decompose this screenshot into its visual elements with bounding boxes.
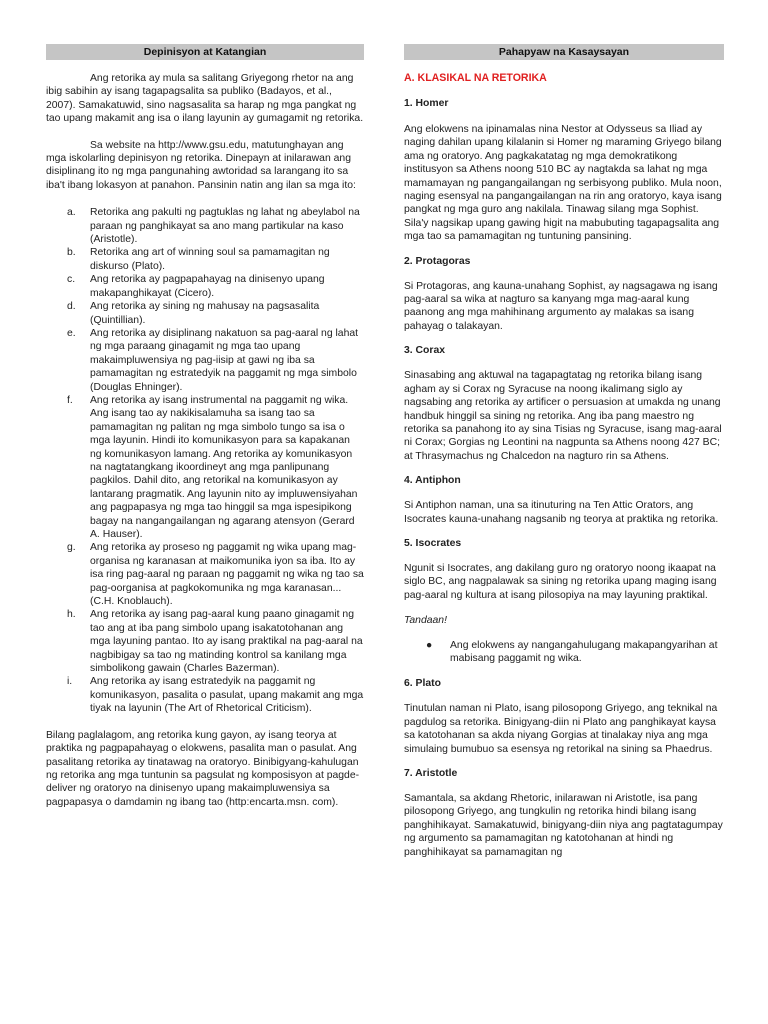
paragraph-isocrates: Ngunit si Isocrates, ang dakilang guro ng oratoryo noong ikaapat na siglo BC, ang nagpalawak sa sining ng retorika upang maging isang pag-aaral ng kultura at isang pilosopiya na may layuning praktikal. xyxy=(404,562,717,601)
list-item: ● Ang elokwens ay nangangahulugang makapangyarihan at mabisang paggamit ng wika. xyxy=(426,639,718,664)
heading-corax: 3. Corax xyxy=(404,345,446,357)
list-item: g. Ang retorika ay proseso ng paggamit ng wika upang mag-organisa ng karanasan at maikomunika iyon sa iba. Ito ay isa ring pag-aaral ng paraan ng paggamit ng wika ng tao sa pag-oorganisa at pagkokomunika ng mga karanasan... (C.H. Knoblauch). xyxy=(67,542,364,608)
list-item: d. Ang retorika ay sining ng mahusay na pagsasalita (Quintillian). xyxy=(67,301,320,326)
left-column xyxy=(46,44,364,809)
heading-plato: 6. Plato xyxy=(404,678,441,690)
heading-protagoras: 2. Protagoras xyxy=(404,255,471,267)
paragraph-corax: Sinasabing ang aktuwal na tagapagtatag ng retorika bilang isang agham ay si Corax ng Syracuse na noong ikalimang siglo ay nagsabing ang retorika ay artificer o persuasion at umakda ng unang handbuk hinggil sa sining ng retorika. Ang iba pang maestro ng retorika sa panahong ito ay sina Tisias ng Syracuse, isang mag-aaral ni Corax; Gorgias ng Leontini na nagpunta sa Athens noong 427 BC; at Thrasymachus ng Chalcedon na nagturo rin sa Athens. xyxy=(404,370,722,462)
list-item: h. Ang retorika ay isang pag-aaral kung paano ginagamit ng tao ang at iba pang simbolo upang isakatotohanan ang mga layuning pantao. Ito ay isang praktikal na pag-aaral na nagbibigay sa tao ng matinding kontrol sa kanilang mga simbolikong gawain (Charles Bazerman). xyxy=(67,609,363,675)
section-title-klasikal: A. KLASIKAL NA RETORIKA xyxy=(404,72,547,84)
heading-antiphon: 4. Antiphon xyxy=(404,475,461,487)
paragraph-aristotle: Samantala, sa akdang Rhetoric, inilarawan ni Aristotle, isa pang pilosopong Griyego, ang tungkulin ng retorika hindi bilang isang panghihikayat. Samakatuwid, binigyang-diin niya ang pagtatagumpay ng argumento sa pamamagitan ng katotohanan at hindi ng panghihikayat sa pamamagitan ng xyxy=(404,793,723,858)
list-item: e. Ang retorika ay disiplinang nakatuon sa pag-aaral ng lahat ng mga paraang ginagamit ng mga tao upang makaimpluwensiya ng pag-iisip at gawi ng iba sa pamamagitan ng estratedyik na paggamit ng mga simbolo (Douglas Ehninger). xyxy=(67,327,359,393)
right-column xyxy=(404,44,724,859)
section-header-depinisyon: Depinisyon at Katangian xyxy=(46,44,364,60)
list-item: f. Ang retorika ay isang instrumental na paggamit ng wika. Ang isang tao ay nakikisalamuha sa isang tao sa pamamagitan ng palitan ng mga simbolo tungo sa isa o mga layunin. Hindi ito komunikasyon para sa kapakanan ng komunikasyon lamang. Ang retorika ay komunikasyon na nagtatangkang ikoordineyt ang mga panlipunang pagkilos. Dahil dito, ang retorikal na komunikasyon ay lantarang pragmatik. Ang layunin nito ay impluwensiyahan ang pagpapasya ng mga tao hinggil sa mga ispesipikong bagay na nangangailangan ng agarang atensyon (Gerard A. Hauser). xyxy=(67,394,358,540)
heading-isocrates: 5. Isocrates xyxy=(404,537,462,549)
paragraph-homer: Ang elokwens na ipinamalas nina Nestor at Odysseus sa Iliad ay naging dahilan upang kilalanin si Homer ng maraming Griyego bilang ama ng oratoryo. Ang pagkakatatag ng mga demokratikong institusyon sa Athens noong 510 BC ay nagtakda sa lahat ng mga mamamayan ng pangangailangan ng serbisyong publiko. Mula noon, naging esensyal na pangangailangan na rin ang oratoryo, kaya isang pangkat ng mga guro ang nakilala. Tinawag silang mga Sophist. Sila'y nagsikap upang gawing higit na mabubuting tagapagsalita ang mga tao sa pamamagitan ng tuntuning pansining. xyxy=(404,124,722,243)
intro-paragraph: Ang retorika ay mula sa salitang Griyegong rhetor na ang ibig sabihin ay isang tagapagsalita sa publiko (Badayos, et al., 2007). Samakatuwid, sino nagsasalita sa harap ng mga pangkat ng tao upang makamit ang isa o ilang layunin ay gumagamit ng retorika. xyxy=(46,73,364,125)
definition-list xyxy=(46,206,364,715)
tandaan-label: Tandaan! xyxy=(404,615,447,627)
website-paragraph: Sa website na http://www.gsu.edu, matutunghayan ang mga iskolarling depinisyon ng retorika. Dinepayn at inilarawan ang disiplinang ito ng mga pangunahing awtoridad sa larangang ito sa iba't ibang lokasyon at panahon. Pansinin natin ang ilan sa mga ito: xyxy=(46,139,356,191)
section-header-kasaysayan: Pahapyaw na Kasaysayan xyxy=(404,44,724,60)
bullet-icon: ● xyxy=(426,639,433,651)
heading-aristotle: 7. Aristotle xyxy=(404,768,458,779)
heading-homer: 1. Homer xyxy=(404,98,449,109)
list-item: b. Retorika ang art of winning soul sa pamamagitan ng diskurso (Plato). xyxy=(67,247,330,272)
list-item: c. Ang retorika ay pagpapahayag na dinisenyo upang makapanghikayat (Cicero). xyxy=(67,274,325,299)
paragraph-antiphon: Si Antiphon naman, una sa itinuturing na Ten Attic Orators, ang Isocrates kauna-unahang nagsanib ng teorya at praktika ng retorika. xyxy=(404,500,719,525)
paragraph-plato: Tinutulan naman ni Plato, isang pilosopong Griyego, ang teknikal na pagdulog sa retorika. Binigyang-diin ni Plato ang panghikayat kaysa sa katotohanan sa akda niyang Gorgias at tinalakay niya ang mga simulaing bumubuo sa esensya ng retorikal na sining sa Phaedrus. xyxy=(404,703,718,755)
tandaan-list xyxy=(404,639,724,666)
summary-paragraph: Bilang paglalagom, ang retorika kung gayon, ay isang teorya at praktika ng pagpapahayag o elokwens, pasalita man o pasulat. Ang pasalitang retorika ay tinatawag na oratoryo. Binibigyang-kahulugan ng retorika ang mga tuntunin sa pagsulat ng komposisyon at pagde-deliver ng oratoryo na dinisenyo upang makaimpluwensiya sa pagpapasya o damdamin ng ibang tao (http:encarta.msn. com). xyxy=(46,729,360,808)
list-item: i. Ang retorika ay isang estratedyik na paggamit ng komunikasyon, pasalita o pasulat, upang makamit ang mga tiyak na layunin (The Art of Rhetorical Criticism). xyxy=(67,676,364,715)
paragraph-protagoras: Si Protagoras, ang kauna-unahang Sophist, ay nagsagawa ng isang pag-aaral sa wika at nagturo sa kanyang mga mag-aaral kung paanong ang mga mahihinang argumento ay malakas sa isang pahayag o talakayan. xyxy=(404,280,718,332)
list-item: a. Retorika ang pakulti ng pagtuklas ng lahat ng abeylabol na paraan ng panghikayat sa ano mang partikular na kaso (Aristotle). xyxy=(67,207,360,246)
